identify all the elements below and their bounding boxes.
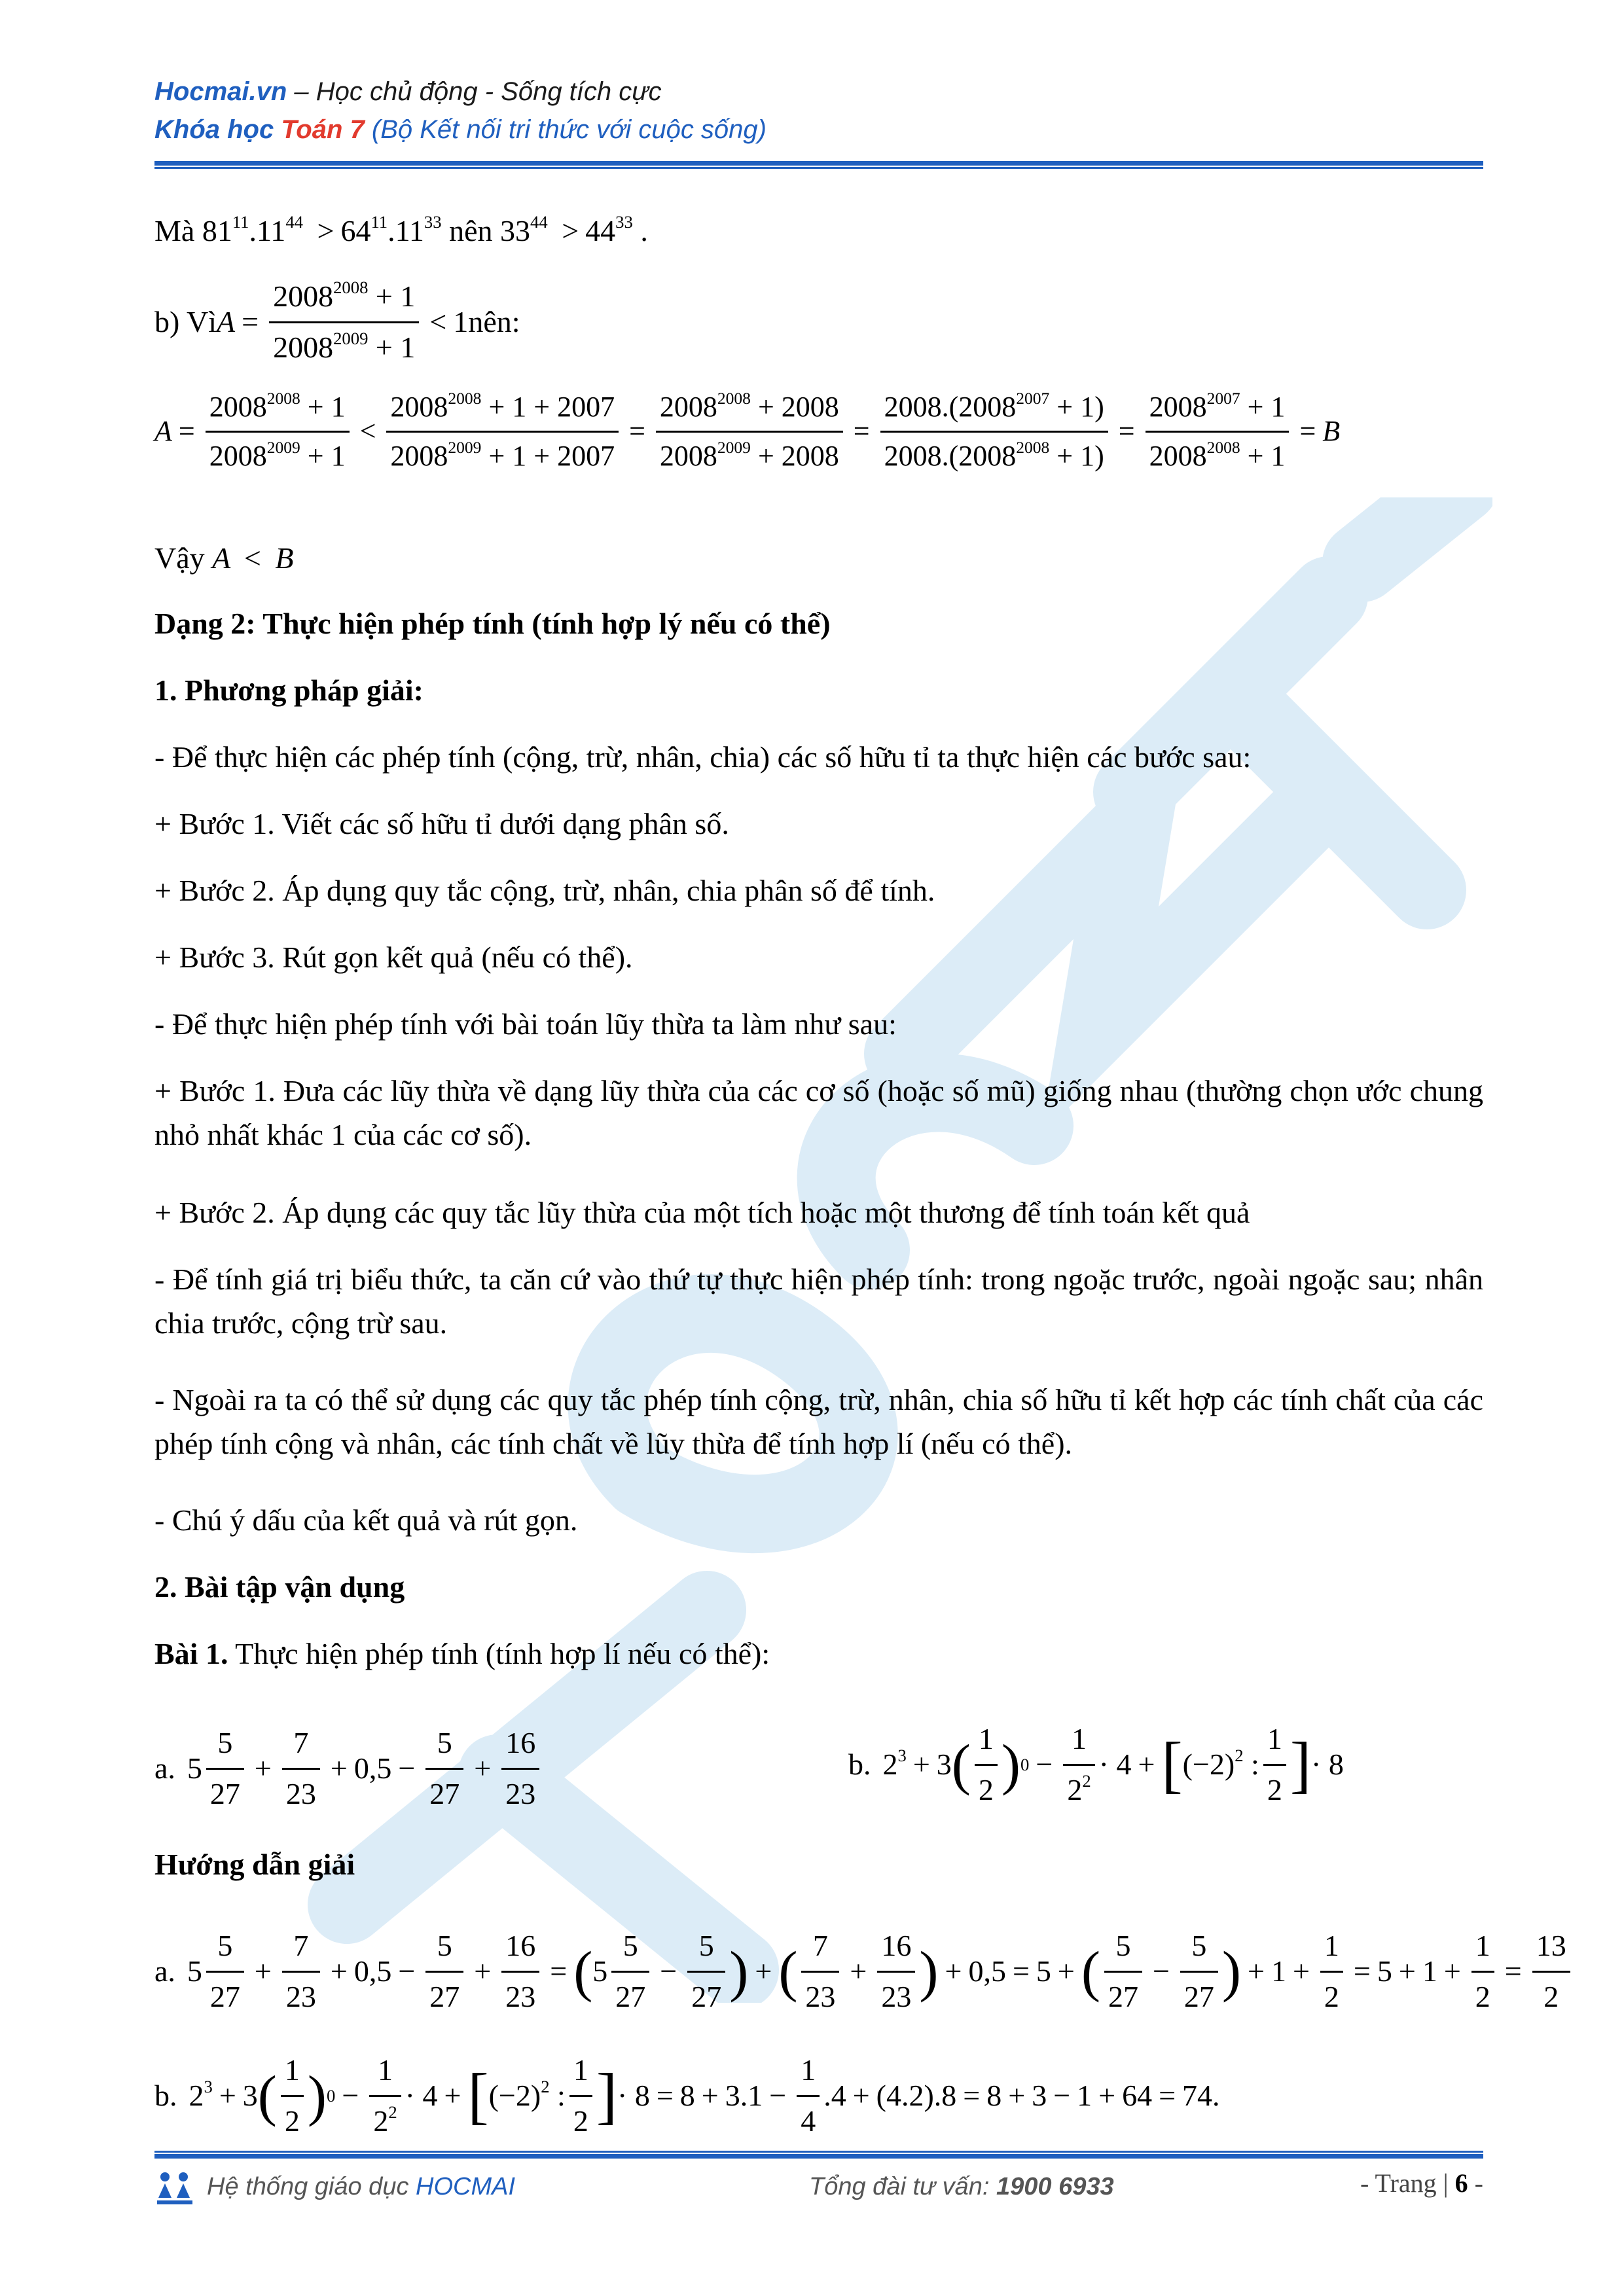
method-step-1: - Để thực hiện các phép tính (cộng, trừ, nhân, chia) các số hữu tỉ ta thực hiện các bước sau: — [154, 740, 1252, 774]
exercise-1a: a. 5 $\frac{5}{27}$ + $\frac{7}{23}$ + 0,5 − $\frac{5}{27}$ + $\frac{16}{23}$ — [154, 1721, 543, 1816]
hotline-number[interactable]: 1900 6933 — [996, 2173, 1114, 2200]
var-a: A — [217, 304, 236, 338]
comparison-chain: A = $\frac{2008^{2008} + 1}{2008^{2009} + 1}$ < $\frac{2008^{2008} + 1 + 2007}{2008^{2009} + 1 + 2007}$ = $\frac{2008^{2008} + 2008}{2008^{2009} + 2008}$ = $\frac{2008.(2008^{2007} + 1)}{2008.(2008^{2008} + 1)}$ = $\frac{2008^{2007} + 1}{2008^{2008} + 1}$ = B — [154, 386, 1483, 477]
page-prefix: - Trang | — [1360, 2168, 1455, 2198]
chain-fraction-2: $\frac{2008^{2008} + 1 + 2007}{2008^{2009} + 1 + 2007}$ — [386, 386, 619, 477]
course-label: Khóa học — [154, 115, 281, 144]
method-properties: - Ngoài ra ta có thể sử dụng các quy tắc phép tính cộng, trừ, nhân, chia số hữu tỉ kết hợp các tính chất của các phép tính cộng và nhân, các tính chất về lũy thừa để tính hợp lí (nếu có thể). — [154, 1383, 1483, 1460]
part-b-after: nên: — [468, 304, 520, 338]
hotline-label: Tổng đài tư vấn: — [809, 2173, 997, 2200]
fraction-a: $\frac{2008^{2008} + 1}{2008^{2009} + 1}$ — [269, 275, 419, 369]
chain-fraction-4: $\frac{2008.(2008^{2007} + 1)}{2008.(2008^{2008} + 1)}$ — [880, 386, 1108, 477]
formula-inequality-1: $81^{11}.11^{44} > 64^{11}.11^{33}$ — [202, 212, 442, 247]
course-subject: Toán 7 — [281, 115, 365, 144]
solution-a: a. 5 $\frac{5}{27}$ + $\frac{7}{23}$ + 0,5 − $\frac{5}{27}$ + $\frac{16}{23}$ = ( 5 $\frac{5}{27}$ − $\frac{5}{27}$ ) + ( $\frac{7}{23}$ + $\frac{16}{23}$ ) + 0,5 = 5 + ( $\frac{5}{27}$ − $\frac{5}{27}$ ) + 1 + $\frac{1}{2}$ = 5 + 1 + $\frac{1}{2}$ = $\frac{13}{2}$ — [154, 1924, 1483, 2018]
part-b-premise: b) Vì A = $\frac{2008^{2008} + 1}{2008^{2009} + 1}$ < 1 nên: — [154, 275, 1483, 369]
solution-b: b. $2^3$ + 3 ( $\frac{1}{2}$ ) 0 − $\frac{1}{2^2}$ · 4 + [ $(-2)^2$ : $\frac{1}{2}$ ] · 8 = 8 + 3.1 − $\frac{1}{4}$ .4 + (4.2).8 = 8 + 3 − 1 + 64 = 74. — [154, 2049, 1483, 2143]
hocmai-logo-icon — [154, 2169, 195, 2208]
method-note: - Chú ý dấu của kết quả và rút gọn. — [154, 1503, 578, 1537]
method-power-step-2: + Bước 2. Áp dụng các quy tắc lũy thừa của một tích hoặc một thương để tính toán kết quả — [154, 1196, 1250, 1229]
chain-fraction-5: $\frac{2008^{2007} + 1}{2008^{2008} + 1}$ — [1146, 386, 1290, 477]
method-heading: 1. Phương pháp giải: — [154, 673, 424, 707]
conclusion-line — [154, 537, 1483, 581]
comparison-line — [154, 209, 1483, 253]
part-a-label: a. — [154, 1751, 175, 1785]
solution-a-label: a. — [154, 1954, 175, 1988]
method-power-intro — [154, 1003, 1483, 1047]
page-header — [154, 77, 1483, 153]
footer-divider — [154, 2151, 1483, 2159]
brand-link[interactable]: Hocmai.vn — [154, 77, 287, 106]
text-ma: Mà — [154, 214, 202, 247]
exercise-1-prompt — [154, 1632, 1483, 1676]
exercise-1-text: Thực hiện phép tính (tính hợp lí nếu có thể): — [228, 1637, 770, 1670]
page-footer — [154, 2164, 1483, 2210]
dash: - — [154, 1007, 172, 1041]
method-power-text: Để thực hiện phép tính với bài toán lũy thừa ta làm như sau: — [171, 1007, 897, 1041]
exercise-1-label: Bài 1. — [154, 1637, 228, 1670]
solution-b-label: b. — [154, 2078, 177, 2112]
exercise-1b: b. $2^3$ + 3 ( $\frac{1}{2}$ ) 0 − $\frac{1}{2^2}$ · 4 + [ $(-2)^2$ : $\frac{1}{2}$ ] · 8 — [848, 1717, 1344, 1812]
text-nen: nên — [449, 214, 501, 247]
solution-heading: Hướng dẫn giải — [154, 1848, 355, 1881]
footer-system-text: Hệ thống giáo dục — [207, 2173, 416, 2200]
page-number-value: 6 — [1454, 2168, 1468, 2198]
header-line-1 — [154, 77, 1483, 115]
course-edition: (Bộ Kết nối tri thức với cuộc sống) — [364, 115, 767, 144]
slogan: – Học chủ động - Sống tích cực — [287, 77, 662, 106]
footer-system — [207, 2173, 515, 2201]
type2-heading: Dạng 2: Thực hiện phép tính (tính hợp lý nếu có thể) — [154, 607, 831, 640]
part-b-exercise-label: b. — [848, 1747, 871, 1781]
exercise-heading: 2. Bài tập vận dụng — [154, 1570, 405, 1604]
conclusion-text: Vậy — [154, 541, 213, 575]
footer-hotline — [809, 2173, 1114, 2201]
page-number — [1360, 2168, 1483, 2198]
method-step-3: + Bước 2. Áp dụng quy tắc cộng, trừ, nhân, chia phân số để tính. — [154, 874, 935, 907]
conclusion-formula: A < B — [212, 541, 294, 575]
header-divider — [154, 161, 1483, 169]
footer-system-brand[interactable]: HOCMAI — [416, 2173, 516, 2200]
formula-inequality-2: $33^{44} > 44^{33}$ . — [500, 212, 648, 247]
method-evaluation-order: - Để tính giá trị biểu thức, ta căn cứ vào thứ tự thực hiện phép tính: trong ngoặc trước, ngoài ngoặc sau; nhân chia trước, cộng trừ sau. — [154, 1263, 1483, 1340]
method-power-step-1: + Bước 1. Đưa các lũy thừa về dạng lũy thừa của các cơ số (hoặc số mũ) giống nhau (thường chọn ước chung nhỏ nhất khác 1 của các cơ số). — [154, 1074, 1483, 1151]
header-line-2 — [154, 115, 1483, 153]
method-step-2: + Bước 1. Viết các số hữu tỉ dưới dạng phân số. — [154, 807, 729, 840]
part-b-label: b) Vì — [154, 304, 217, 338]
method-step-4: + Bước 3. Rút gọn kết quả (nếu có thể). — [154, 941, 633, 974]
chain-fraction-3: $\frac{2008^{2008} + 2008}{2008^{2009} + 2008}$ — [656, 386, 843, 477]
chain-fraction-1: $\frac{2008^{2008} + 1}{2008^{2009} + 1}$ — [206, 386, 350, 477]
page-suffix: - — [1468, 2168, 1483, 2198]
